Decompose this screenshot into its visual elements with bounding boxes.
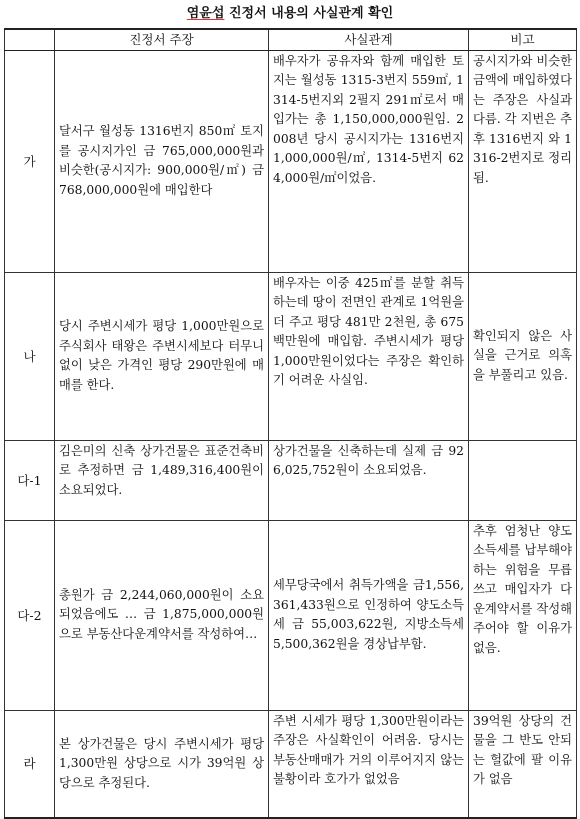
row-label: 나 xyxy=(5,272,55,440)
note-cell: 추후 엄청난 양도소득세를 납부해야 하는 위험을 무릅쓰고 매입자가 다운계약서를 작성해 주어야 할 이유가 없음. xyxy=(469,520,577,710)
claim-cell: 총원가 금 2,244,060,000원이 소요되었음에도 … 금 1,875,000,000원으로 부동산다운계약서를 작성하여… xyxy=(55,520,269,710)
row-label: 다-2 xyxy=(5,520,55,710)
row-label: 라 xyxy=(5,710,55,818)
fact-cell: 배우자가 공유자와 함께 매입한 토지는 월성동 1315-3번지 559㎡, 1314-5번지외 2필지 291㎡로서 매입가는 총 1,150,000,000원임. 2008년 당시 공시지가는 1316번지 1,000,000원/㎡, 1314-5번지 624,000원/㎡이었음. xyxy=(269,50,469,272)
header-fact: 사실관계 xyxy=(269,29,469,50)
note-cell: 공시지가와 비슷한 금액에 매입하였다는 주장은 사실과 다름. 각 지번은 추후 1316번지 와 1316-2번지로 정리됨. xyxy=(469,50,577,272)
note-cell: 확인되지 않은 사실을 근거로 의혹을 부풀리고 있음. xyxy=(469,272,577,440)
table-row xyxy=(5,50,577,272)
row-label: 가 xyxy=(5,50,55,272)
note-cell xyxy=(469,440,577,520)
title-name: 염윤섭 xyxy=(186,6,225,21)
fact-cell: 세무당국에서 취득가액을 금1,556,361,433원으로 인정하여 양도소득세 금 55,003,622원, 지방소득세 5,500,362원을 경상납부함. xyxy=(269,520,469,710)
header-note: 비고 xyxy=(469,29,577,50)
fact-cell: 주변 시세가 평당 1,300만원이라는 주장은 사실확인이 어려움. 당시는 부동산매매가 거의 이루어지지 않는 불황이라 호가가 없었음 xyxy=(269,710,469,818)
claim-cell: 본 상가건물은 당시 주변시세가 평당 1,300만원 상당으로 시가 39억원 상당으로 추정된다. xyxy=(55,710,269,818)
fact-cell: 상가건물을 신축하는데 실제 금 926,025,752원이 소요되었음. xyxy=(269,440,469,520)
fact-check-table xyxy=(4,28,577,819)
note-cell: 39억원 상당의 건물을 그 반도 안되는 헐값에 팔 이유가 없음 xyxy=(469,710,577,818)
claim-cell: 당시 주변시세가 평당 1,000만원으로 주식회사 태왕은 주변시세보다 터무니없이 낮은 가격인 평당 290만원에 매매를 한다. xyxy=(55,272,269,440)
page-title xyxy=(0,0,580,28)
claim-cell: 김은미의 신축 상가건물은 표준건축비로 추정하면 금 1,489,316,400원이 소요되었다. xyxy=(55,440,269,520)
claim-cell: 달서구 월성동 1316번지 850㎡ 토지를 공시지가인 금 765,000,000원과 비슷한(공시지가: 900,000원/㎡) 금 768,000,000원에 매입한다 xyxy=(55,50,269,272)
table-row xyxy=(5,440,577,520)
header-claim: 진정서 주장 xyxy=(55,29,269,50)
table-row xyxy=(5,710,577,818)
row-label: 다-1 xyxy=(5,440,55,520)
title-text: 진정서 내용의 사실관계 확인 xyxy=(228,6,394,21)
header-row xyxy=(5,29,577,50)
header-blank xyxy=(5,29,55,50)
table-row xyxy=(5,272,577,440)
table-row xyxy=(5,520,577,710)
fact-cell: 배우자는 이중 425㎡를 분할 취득하는데 땅이 전면인 관계로 1억원을 더 주고 평당 481만 2천원, 총 675백만원에 매입함. 주변시세가 평당 1,000만원이었다는 주장은 확인하기 어려운 사실임. xyxy=(269,272,469,440)
